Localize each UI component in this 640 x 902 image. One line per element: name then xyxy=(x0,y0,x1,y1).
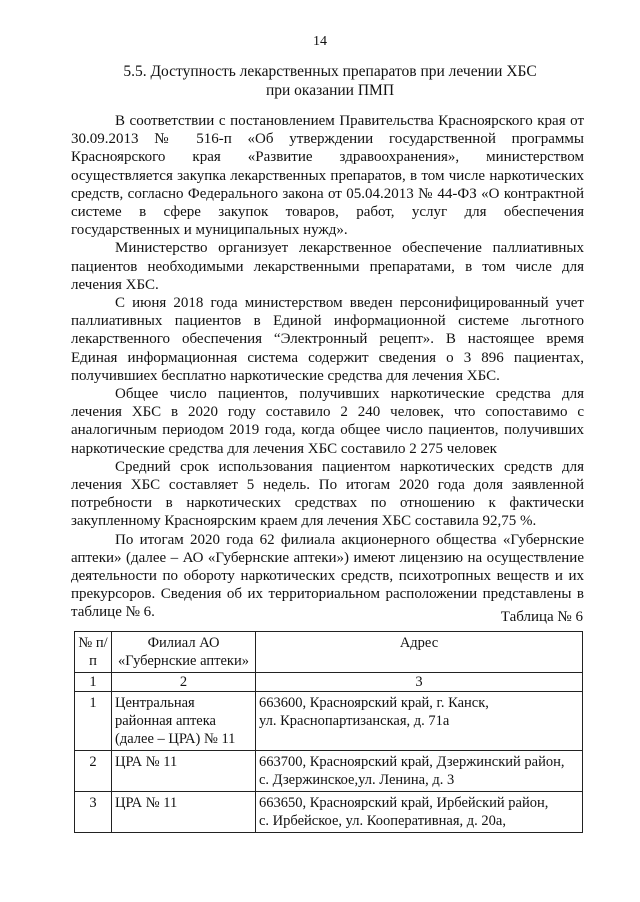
column-number: 2 xyxy=(112,673,256,692)
pharmacy-table xyxy=(74,631,583,833)
header-filial: Филиал АО «Губернские аптеки» xyxy=(112,632,256,673)
filial-line: ЦРА № 11 xyxy=(115,795,178,811)
section-heading-line1: 5.5. Доступность лекарственных препаратов при лечении ХБС xyxy=(123,63,537,80)
address-line: ул. Краснопартизанская, д. 71а xyxy=(259,713,450,729)
row-filial xyxy=(112,792,256,833)
table-header-row xyxy=(75,632,583,673)
table-caption: Таблица № 6 xyxy=(500,609,583,625)
paragraph: В соответствии с постановлением Правительства Красноярского края от 30.09.2013 № 516-п «Об утверждении государственной программы Красноярского края «Развитие здравоохранения», министерством осуществляется закупка лекарственных препаратов, в том числе наркотических средств, согласно Федерального закона от 05.04.2013 № 44-ФЗ «О контрактной системе в сфере закупок товаров, работ, услуг для обеспечения государственных и муниципальных нужд». xyxy=(71,113,584,239)
row-address xyxy=(256,751,583,792)
column-number: 1 xyxy=(75,673,112,692)
page-number: 14 xyxy=(313,34,327,49)
filial-line: Центральная xyxy=(115,695,195,711)
row-address xyxy=(256,792,583,833)
address-line: 663600, Красноярский край, г. Канск, xyxy=(259,695,489,711)
section-heading xyxy=(70,62,590,100)
address-line: 663650, Красноярский край, Ирбейский район, xyxy=(259,795,549,811)
filial-line: ЦРА № 11 xyxy=(115,754,178,770)
body-text xyxy=(71,112,584,622)
row-address xyxy=(256,692,583,751)
filial-line: (далее – ЦРА) № 11 xyxy=(115,731,236,747)
row-num: 2 xyxy=(75,751,112,792)
paragraph: Общее число пациентов, получивших наркотические средства для лечения ХБС в 2020 году составило 2 240 человек, что сопоставимо с аналогичным периодом 2019 года, когда общее число пациентов, получивших наркотические средства для лечения ХБС составило 2 275 человек xyxy=(71,386,584,457)
header-num: № п/п xyxy=(75,632,112,673)
column-number-row xyxy=(75,673,583,692)
address-line: с. Дзержинское,ул. Ленина, д. 3 xyxy=(259,772,455,788)
filial-line: районная аптека xyxy=(115,713,216,729)
table-row xyxy=(75,692,583,751)
row-num: 1 xyxy=(75,692,112,751)
header-address: Адрес xyxy=(256,632,583,673)
table-row xyxy=(75,792,583,833)
table-row xyxy=(75,751,583,792)
row-filial xyxy=(112,751,256,792)
address-line: с. Ирбейское, ул. Кооперативная, д. 20а, xyxy=(259,813,506,829)
row-num: 3 xyxy=(75,792,112,833)
paragraph: С июня 2018 года министерством введен персонифицированный учет паллиативных пациентов в Единой информационной системе льготного лекарственного обеспечения “Электронный рецепт». В настоящее время Единая информационная система содержит сведения о 3 896 пациентах, получившиех бесплатно наркотические средства для лечения ХБС. xyxy=(71,295,584,384)
address-line: 663700, Красноярский край, Дзержинский район, xyxy=(259,754,565,770)
row-filial xyxy=(112,692,256,751)
paragraph: Средний срок использования пациентом наркотических средств для лечения ХБС составляет 5 недель. По итогам 2020 года доля заявленной потребности в наркотических средствах по отношению к фактически закупленному Красноярским краем для лечения ХБС составила 92,75 %. xyxy=(71,458,584,530)
column-number: 3 xyxy=(256,673,583,692)
section-heading-line2: при оказании ПМП xyxy=(265,82,395,99)
paragraph: Министерство организует лекарственное обеспечение паллиативных пациентов необходимыми лекарственными препаратами, в том числе для лечения ХБС. xyxy=(71,240,584,293)
paragraph: По итогам 2020 года 62 филиала акционерного общества «Губернские аптеки» (далее – АО «Губернские аптеки») имеют лицензию на осуществление деятельности по обороту наркотических средств, психотропных веществ и их прекурсоров. Сведения об их территориальном расположении представлены в таблице № 6. xyxy=(71,531,584,621)
